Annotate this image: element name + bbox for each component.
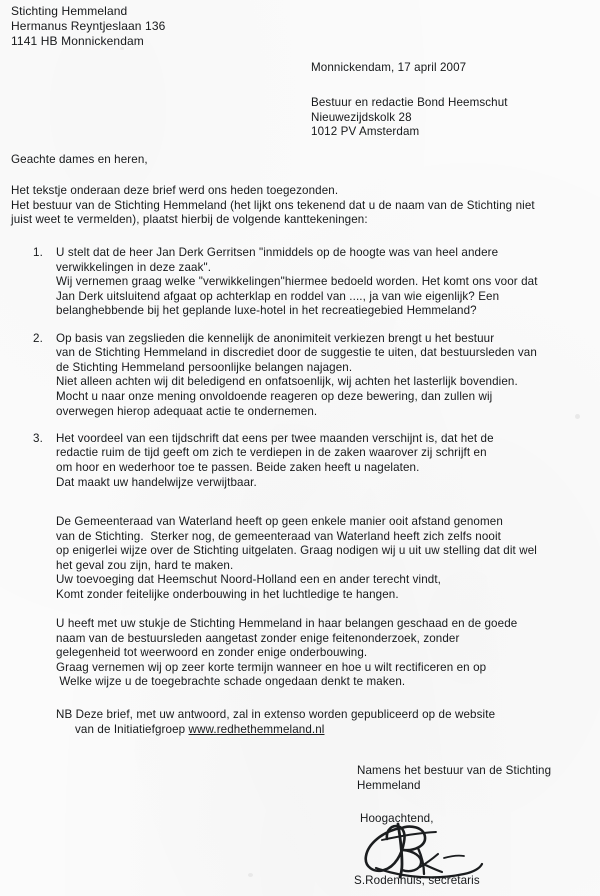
closing-line-2: Hemmeland [357,778,421,792]
signer-text: S.Rodenhuis, secretaris [354,874,480,887]
intro-line-2: Het bestuur van de Stichting Hemmeland (het lijkt ons tekenend dat u de naam van de Stichting niet [11,198,535,212]
paragraph-line: naam van de bestuursleden aangetast zonder enige feitenonderzoek, zonder [56,631,460,645]
dateline [311,61,466,76]
list-item-line: verwikkelingen in deze zaak". [56,260,212,274]
paragraph-line: gelegenheid tot weerwoord en zonder enige onderbouwing. [56,646,368,660]
list-item-line: overwegen hierop adequaat actie te ondernemen. [56,404,318,418]
closing-line-1: Namens het bestuur van de Stichting [357,764,552,777]
salutation-text: Geachte dames en heren, [11,153,148,166]
recipient-line-1: Bestuur en redactie Bond Heemschut [311,96,508,109]
list-item-line: Op basis van zegslieden die kennelijk de anonimiteit verkiezen brengt u het bestuur [56,331,495,345]
sender-line-1: Stichting Hemmeland [11,4,128,18]
paragraph-line: op enigerlei wijze over de Stichting uitgelaten. Graag nodigen wij u uit uw stelling dat dit wel [56,544,537,558]
list-item-number: 3. [33,431,43,445]
paragraph-line: Welke wijze u de toegebrachte schade ongedaan denkt te maken. [56,675,406,689]
recipient-address-block [311,96,508,140]
list-item [0,246,600,319]
list-item-line: Het voordeel van een tijdschrift dat eens per twee maanden verschijnt is, dat het de [56,431,494,445]
list-item-line: de Stichting Hemmeland persoonlijke belangen najagen. [56,360,353,374]
signer-name [354,874,480,889]
list-item [0,432,600,490]
paragraph-line: U heeft met uw stukje de Stichting Hemmeland in haar belangen geschaad en de goede [56,617,518,630]
nb-note [56,708,495,737]
list-item-line: belanghebbende bij het geplande luxe-hotel in het recreatiegebied Hemmeland? [56,304,477,318]
intro-paragraph [11,184,535,228]
paragraph-line: De Gemeenteraad van Waterland heeft op geen enkele manier ooit afstand genomen [56,515,503,528]
paragraph-gemeenteraad [56,515,537,603]
paragraph-schade [56,617,517,690]
dateline-text: Monnickendam, 17 april 2007 [311,61,467,74]
sender-line-2: Hermanus Reyntjeslaan 136 [11,19,166,34]
numbered-list [0,246,600,503]
nb-line-2 [56,723,495,738]
nb-line-1: NB Deze brief, met uw antwoord, zal in extenso worden gepubliceerd op de website [56,708,496,721]
list-item-line: Mocht u naar onze mening onvoldoende reageren op deze bewering, dan zullen wij [56,389,493,403]
list-item-body [56,246,600,319]
salutation [11,153,148,168]
list-item [0,332,600,420]
paragraph-line: Uw toevoeging dat Heemschut Noord-Holland een en ander terecht vindt, [56,573,442,587]
list-item-line: om hoor en wederhoor toe te passen. Beide zaken heeft u nagelaten. [56,460,420,474]
list-item-body [56,432,600,490]
list-item-line: redactie ruim de tijd geeft om zich te verdiepen in de zaken waarover zij schrijft en [56,446,487,460]
list-item-line: Jan Derk uitsluitend afgaat op achterklap en roddel van ...., ja van wie eigenlijk? Een [56,289,500,303]
valediction-text: Hoogachtend, [360,812,434,825]
list-item-number: 1. [33,246,43,259]
nb-line-2-prefix: van de Initiatiefgroep [75,722,189,736]
list-item-body [56,332,600,420]
sender-line-3: 1141 HB Monnickendam [11,34,144,49]
website-link[interactable]: www.redhethemmeland.nl [188,722,325,736]
list-item-line: U stelt dat de heer Jan Derk Gerritsen "inmiddels op de hoogte was van heel andere [56,246,499,259]
list-item-line: Wij vernemen graag welke "verwikkelingen"hiermee bedoeld worden. Het komt ons voor dat [56,275,538,289]
paragraph-line: het geval zou zijn, hard te maken. [56,558,234,572]
valediction [360,812,434,827]
paragraph-line: van de Stichting. Sterker nog, de gemeenteraad van Waterland heeft zich zelfs nooit [56,529,501,543]
intro-line-1: Het tekstje onderaan deze brief werd ons heden toegezonden. [11,184,339,197]
intro-line-3: juist weet te vermelden), plaatst hierbij de volgende kanttekeningen: [11,213,368,227]
list-item-line: Dat maakt uw handelwijze verwijtbaar. [56,475,257,489]
recipient-line-2: Nieuwezijdskolk 28 [311,110,412,124]
sender-address-block [11,4,165,50]
recipient-line-3: 1012 PV Amsterdam [311,125,420,139]
paragraph-line: Komt zonder feitelijke onderbouwing in het luchtledige te hangen. [56,587,399,601]
closing-block [357,764,551,793]
list-item-number: 2. [33,331,43,345]
paragraph-line: Graag vernemen wij op zeer korte termijn wanneer en hoe u wilt rectificeren en op [56,660,487,674]
scan-speck [248,873,253,877]
list-item-line: van de Stichting Hemmeland in discrediet door de suggestie te uiten, dat bestuursleden van [56,346,537,360]
list-item-line: Niet alleen achten wij dit beledigend en onfatsoenlijk, wij achten het lasterlijk bovendien. [56,375,518,389]
